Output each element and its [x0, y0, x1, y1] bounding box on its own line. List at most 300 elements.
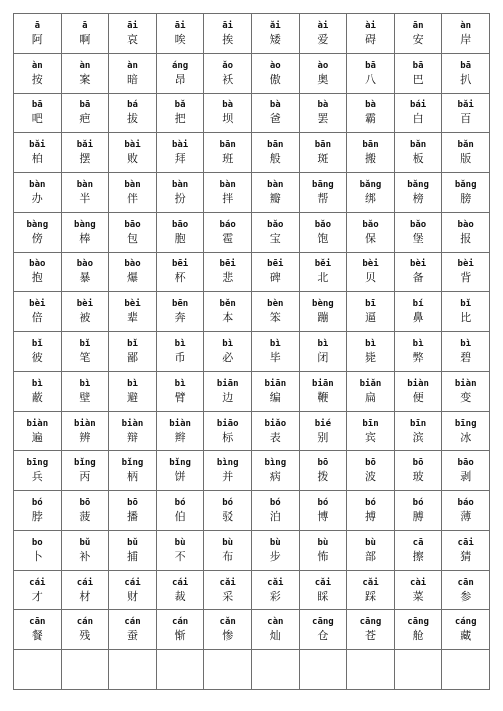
table-cell: [109, 610, 157, 650]
pinyin-label: bì: [269, 338, 281, 349]
chinese-character: 毕: [269, 350, 281, 364]
table-cell: [109, 213, 157, 253]
pinyin-label: bǎi: [457, 100, 474, 111]
table-cell: [204, 14, 252, 54]
chinese-character: 安: [412, 32, 424, 46]
table-cell: [62, 610, 110, 650]
pinyin-label: cán: [171, 617, 189, 628]
chinese-character: 毙: [364, 350, 376, 364]
pinyin-label: bì: [365, 338, 376, 349]
pinyin-label: bàn: [29, 179, 46, 190]
chinese-character: 阿: [31, 32, 43, 46]
chinese-character: 逼: [364, 311, 376, 325]
pinyin-label: bī: [365, 299, 376, 310]
table-cell: [347, 94, 395, 134]
pinyin-label: āi: [222, 20, 234, 31]
chinese-character: 班: [222, 152, 234, 166]
table-cell: [300, 14, 348, 54]
chinese-character: 币: [174, 350, 186, 364]
chinese-character: 残: [79, 629, 91, 643]
pinyin-label: cǎi: [219, 577, 236, 588]
table-cell: [300, 610, 348, 650]
pinyin-label: bà: [269, 100, 281, 111]
pinyin-label: běi: [314, 259, 332, 270]
table-cell: [442, 571, 490, 611]
chinese-character: 材: [79, 589, 91, 603]
pinyin-label: cáng: [454, 617, 477, 628]
table-cell: [62, 491, 110, 531]
table-cell: [252, 332, 300, 372]
table-cell: [14, 332, 62, 372]
table-cell: [442, 253, 490, 293]
pinyin-label: bào: [29, 259, 46, 270]
pinyin-label: áng: [171, 60, 189, 71]
table-cell: [204, 372, 252, 412]
table-cell: [62, 372, 110, 412]
pinyin-label: cā: [412, 537, 424, 548]
table-cell: [347, 253, 395, 293]
chinese-character: 滨: [412, 430, 424, 444]
pinyin-label: cān: [29, 617, 46, 628]
chinese-character: 暗: [126, 72, 138, 86]
table-cell: [204, 292, 252, 332]
chinese-character: 闭: [317, 350, 329, 364]
chinese-character: 必: [222, 350, 234, 364]
chinese-character: 宝: [269, 231, 281, 245]
chinese-character: 剥: [460, 470, 472, 484]
chinese-character: 惨: [222, 629, 234, 643]
pinyin-label: bà: [222, 100, 234, 111]
chinese-character: 八: [364, 72, 376, 86]
chinese-character: 遍: [31, 430, 43, 444]
chinese-character: 包: [126, 231, 138, 245]
pinyin-label: cāng: [407, 617, 429, 628]
chinese-character: 堡: [412, 231, 424, 245]
chinese-character: 彼: [31, 350, 43, 364]
pinyin-label: cái: [29, 577, 46, 588]
chinese-character: 笨: [269, 311, 281, 325]
table-cell: [395, 451, 443, 491]
pinyin-label: bǎng: [454, 179, 477, 190]
table-cell: [157, 133, 205, 173]
pinyin-label: bì: [79, 378, 91, 389]
chinese-character: 报: [460, 231, 472, 245]
pinyin-label: bào: [124, 259, 141, 270]
table-cell: [62, 451, 110, 491]
table-cell: [204, 253, 252, 293]
pinyin-label: bān: [362, 140, 379, 151]
pinyin-label: bǎo: [267, 219, 284, 230]
pinyin-label: biān: [312, 378, 334, 389]
table-cell: [204, 133, 252, 173]
pinyin-label: biān: [264, 378, 287, 389]
table-cell: [109, 332, 157, 372]
empty-cell: [204, 650, 252, 690]
pinyin-label: bēi: [219, 259, 236, 270]
chinese-character: 瓣: [269, 191, 281, 205]
pinyin-label: bàn: [124, 179, 141, 190]
pinyin-label: bì: [317, 338, 329, 349]
pinyin-label: biàn: [74, 418, 96, 429]
pinyin-label: bēi: [267, 259, 284, 270]
table-cell: [300, 94, 348, 134]
chinese-character: 棒: [79, 231, 91, 245]
table-cell: [157, 14, 205, 54]
chinese-character: 冰: [460, 430, 472, 444]
pinyin-label: bǐ: [79, 338, 91, 349]
chinese-character: 睬: [317, 589, 329, 603]
pinyin-label: báo: [457, 498, 474, 509]
pinyin-label: bèng: [312, 299, 334, 310]
chinese-character: 博: [317, 510, 329, 524]
table-cell: [252, 610, 300, 650]
chinese-character: 奔: [174, 311, 186, 325]
table-cell: [395, 253, 443, 293]
chinese-character: 彩: [269, 589, 281, 603]
chinese-character: 编: [269, 390, 281, 404]
empty-cell: [252, 650, 300, 690]
pinyin-label: bǐng: [169, 458, 191, 469]
pinyin-label: bān: [314, 140, 332, 151]
pinyin-label: bīng: [26, 458, 49, 469]
pinyin-label: biǎn: [359, 378, 382, 389]
chinese-character: 步: [269, 549, 281, 563]
chinese-character: 财: [126, 589, 138, 603]
pinyin-label: bāo: [457, 458, 474, 469]
pinyin-label: bàn: [171, 179, 189, 190]
pinyin-label: ào: [317, 60, 329, 71]
chinese-character: 采: [222, 589, 234, 603]
pinyin-label: ǎo: [222, 60, 234, 71]
chinese-character: 鞭: [317, 390, 329, 404]
table-cell: [347, 292, 395, 332]
pinyin-label: bō: [365, 458, 376, 469]
chinese-character: 宾: [364, 430, 376, 444]
chinese-character: 傲: [269, 72, 281, 86]
pinyin-label: bēi: [171, 259, 189, 270]
chinese-character: 比: [460, 311, 472, 325]
table-cell: [442, 133, 490, 173]
table-cell: [157, 610, 205, 650]
chinese-character: 丙: [79, 470, 91, 484]
pinyin-label: bì: [31, 378, 43, 389]
chinese-character: 挨: [222, 32, 234, 46]
chinese-character: 菠: [79, 510, 91, 524]
table-cell: [62, 332, 110, 372]
table-cell: [109, 491, 157, 531]
pinyin-label: bù: [365, 537, 376, 548]
table-cell: [395, 173, 443, 213]
table-cell: [300, 253, 348, 293]
chinese-character: 案: [79, 72, 91, 86]
chinese-character: 兵: [31, 470, 43, 484]
pinyin-label: bǐ: [31, 338, 43, 349]
empty-cell: [395, 650, 443, 690]
pinyin-label: àn: [31, 60, 43, 71]
chinese-character: 蚕: [126, 629, 138, 643]
chinese-character: 裁: [174, 589, 186, 603]
table-cell: [109, 253, 157, 293]
table-cell: [14, 610, 62, 650]
table-cell: [252, 292, 300, 332]
chinese-character: 苍: [364, 629, 376, 643]
table-cell: [347, 133, 395, 173]
table-cell: [347, 571, 395, 611]
table-cell: [204, 54, 252, 94]
pinyin-label: cāi: [457, 537, 474, 548]
pinyin-label: cǎi: [267, 577, 284, 588]
pinyin-label: bàng: [74, 219, 96, 230]
pinyin-label: bō: [317, 458, 329, 469]
table-cell: [252, 372, 300, 412]
table-cell: [300, 531, 348, 571]
pinyin-label: bái: [409, 100, 427, 111]
chinese-character: 辩: [126, 430, 138, 444]
pinyin-label: bō: [79, 498, 91, 509]
chinese-character: 本: [222, 311, 234, 325]
chinese-character: 餐: [31, 629, 43, 643]
table-cell: [14, 571, 62, 611]
chinese-character: 碧: [460, 350, 472, 364]
chinese-character: 败: [126, 152, 138, 166]
pinyin-label: běn: [219, 299, 236, 310]
table-cell: [14, 213, 62, 253]
table-cell: [442, 332, 490, 372]
table-cell: [204, 173, 252, 213]
table-cell: [395, 412, 443, 452]
table-cell: [347, 610, 395, 650]
table-cell: [347, 54, 395, 94]
pinyin-label: bì: [460, 338, 472, 349]
table-cell: [300, 54, 348, 94]
chinese-character: 补: [79, 549, 91, 563]
pinyin-label: bài: [124, 140, 141, 151]
pinyin-label: bàn: [267, 179, 284, 190]
table-cell: [62, 253, 110, 293]
chinese-character: 脖: [31, 510, 43, 524]
chinese-character: 并: [222, 470, 234, 484]
table-cell: [109, 133, 157, 173]
pinyin-label: bìng: [264, 458, 287, 469]
table-cell: [442, 412, 490, 452]
chinese-character: 袄: [222, 72, 234, 86]
table-cell: [204, 412, 252, 452]
pinyin-label: bù: [317, 537, 329, 548]
table-cell: [157, 412, 205, 452]
table-cell: [204, 451, 252, 491]
pinyin-label: ān: [412, 20, 424, 31]
chinese-character: 巴: [412, 72, 424, 86]
table-cell: [395, 292, 443, 332]
pinyin-label: bèi: [29, 299, 46, 310]
chinese-character: 贝: [364, 271, 376, 285]
table-cell: [442, 491, 490, 531]
table-cell: [157, 213, 205, 253]
chinese-character: 扮: [174, 191, 186, 205]
table-cell: [395, 14, 443, 54]
chinese-character: 标: [222, 430, 234, 444]
chinese-character: 鼻: [412, 311, 424, 325]
pinyin-label: bèi: [124, 299, 141, 310]
table-cell: [204, 531, 252, 571]
chinese-character: 仓: [317, 629, 329, 643]
chinese-character: 泊: [269, 510, 281, 524]
table-cell: [347, 173, 395, 213]
table-cell: [442, 451, 490, 491]
table-cell: [395, 54, 443, 94]
empty-cell: [62, 650, 110, 690]
table-cell: [395, 133, 443, 173]
table-cell: [252, 491, 300, 531]
chinese-character: 绑: [364, 191, 376, 205]
pinyin-label: bāo: [171, 219, 189, 230]
pinyin-label: bèi: [457, 259, 474, 270]
chinese-character: 吧: [31, 112, 43, 126]
pinyin-label: bié: [314, 418, 332, 429]
pinyin-label: bǎi: [76, 140, 94, 151]
pinyin-label: bā: [79, 100, 91, 111]
pinyin-label: bā: [31, 100, 43, 111]
chinese-character: 暴: [79, 271, 91, 285]
pinyin-label: bá: [127, 100, 138, 111]
pinyin-label: bó: [269, 498, 281, 509]
table-cell: [300, 451, 348, 491]
pinyin-label: bà: [365, 100, 376, 111]
pinyin-label: bù: [222, 537, 234, 548]
chinese-character: 拔: [126, 112, 138, 126]
pinyin-label: bā: [460, 60, 472, 71]
pinyin-label: bēn: [171, 299, 189, 310]
chinese-character: 背: [460, 271, 472, 285]
chinese-character: 伴: [126, 191, 138, 205]
pinyin-label: bó: [412, 498, 424, 509]
pinyin-label: bǎo: [409, 219, 427, 230]
pinyin-label: bèi: [76, 299, 94, 310]
pinyin-label: bǎng: [407, 179, 429, 190]
chinese-character: 部: [364, 549, 376, 563]
chinese-character: 罢: [317, 112, 329, 126]
empty-cell: [109, 650, 157, 690]
table-cell: [109, 292, 157, 332]
chinese-character: 蔽: [31, 390, 43, 404]
table-cell: [442, 94, 490, 134]
chinese-character: 办: [31, 191, 43, 205]
pinyin-label: bó: [222, 498, 234, 509]
table-cell: [109, 531, 157, 571]
pinyin-label: ǎi: [269, 20, 281, 31]
chinese-character: 柏: [31, 152, 43, 166]
pinyin-label: āi: [174, 20, 186, 31]
chinese-character: 饼: [174, 470, 186, 484]
pinyin-label: cāng: [359, 617, 382, 628]
chinese-character: 按: [31, 72, 43, 86]
table-cell: [157, 451, 205, 491]
table-cell: [157, 332, 205, 372]
table-cell: [395, 531, 443, 571]
chinese-character: 霸: [364, 112, 376, 126]
table-cell: [204, 610, 252, 650]
chinese-character: 卜: [31, 549, 43, 563]
table-cell: [252, 412, 300, 452]
pinyin-label: bàn: [219, 179, 236, 190]
table-cell: [14, 292, 62, 332]
table-cell: [252, 213, 300, 253]
pinyin-label: bā: [365, 60, 376, 71]
table-cell: [109, 54, 157, 94]
table-cell: [300, 491, 348, 531]
pinyin-label: bāng: [312, 179, 334, 190]
pinyin-label: bīn: [409, 418, 427, 429]
chinese-character: 昂: [174, 72, 186, 86]
pinyin-label: ài: [365, 20, 376, 31]
table-cell: [442, 531, 490, 571]
pinyin-label: cǎi: [314, 577, 332, 588]
chinese-character: 爱: [317, 32, 329, 46]
chinese-character: 抱: [31, 271, 43, 285]
table-cell: [300, 133, 348, 173]
pinyin-label: bǐng: [121, 458, 144, 469]
table-cell: [62, 94, 110, 134]
pinyin-label: cǎn: [219, 617, 236, 628]
table-cell: [157, 491, 205, 531]
pinyin-label: bō: [127, 498, 138, 509]
table-cell: [109, 451, 157, 491]
table-cell: [395, 610, 443, 650]
table-cell: [347, 14, 395, 54]
pinyin-label: bǎn: [457, 140, 474, 151]
pinyin-label: cán: [124, 617, 141, 628]
table-cell: [252, 133, 300, 173]
chinese-character: 扁: [364, 390, 376, 404]
table-cell: [157, 292, 205, 332]
pinyin-label: biàn: [169, 418, 191, 429]
chinese-character: 碍: [364, 32, 376, 46]
table-cell: [347, 332, 395, 372]
pinyin-label: biāo: [216, 418, 239, 429]
table-cell: [252, 531, 300, 571]
chinese-character: 悲: [222, 271, 234, 285]
pinyin-label: bèi: [362, 259, 379, 270]
chinese-character: 啊: [79, 32, 91, 46]
table-cell: [442, 372, 490, 412]
pinyin-label: bì: [174, 338, 186, 349]
chinese-character: 壁: [79, 390, 91, 404]
pinyin-label: àn: [460, 20, 472, 31]
pinyin-label: bǎn: [409, 140, 427, 151]
pinyin-label: biǎo: [264, 418, 287, 429]
table-cell: [252, 54, 300, 94]
pinyin-label: bā: [412, 60, 424, 71]
pinyin-label: bì: [222, 338, 234, 349]
chinese-character: 笔: [79, 350, 91, 364]
chinese-character: 板: [412, 152, 424, 166]
chinese-character: 病: [269, 470, 281, 484]
table-cell: [395, 332, 443, 372]
pinyin-label: bǐ: [460, 299, 472, 310]
table-cell: [395, 372, 443, 412]
chinese-character: 碑: [269, 271, 281, 285]
table-cell: [204, 491, 252, 531]
table-cell: [62, 412, 110, 452]
chinese-character: 波: [364, 470, 376, 484]
pinyin-label: bó: [31, 498, 43, 509]
table-cell: [300, 332, 348, 372]
pinyin-label: bì: [127, 378, 138, 389]
table-cell: [109, 412, 157, 452]
pinyin-label: ài: [317, 20, 329, 31]
table-cell: [204, 332, 252, 372]
chinese-character: 般: [269, 152, 281, 166]
